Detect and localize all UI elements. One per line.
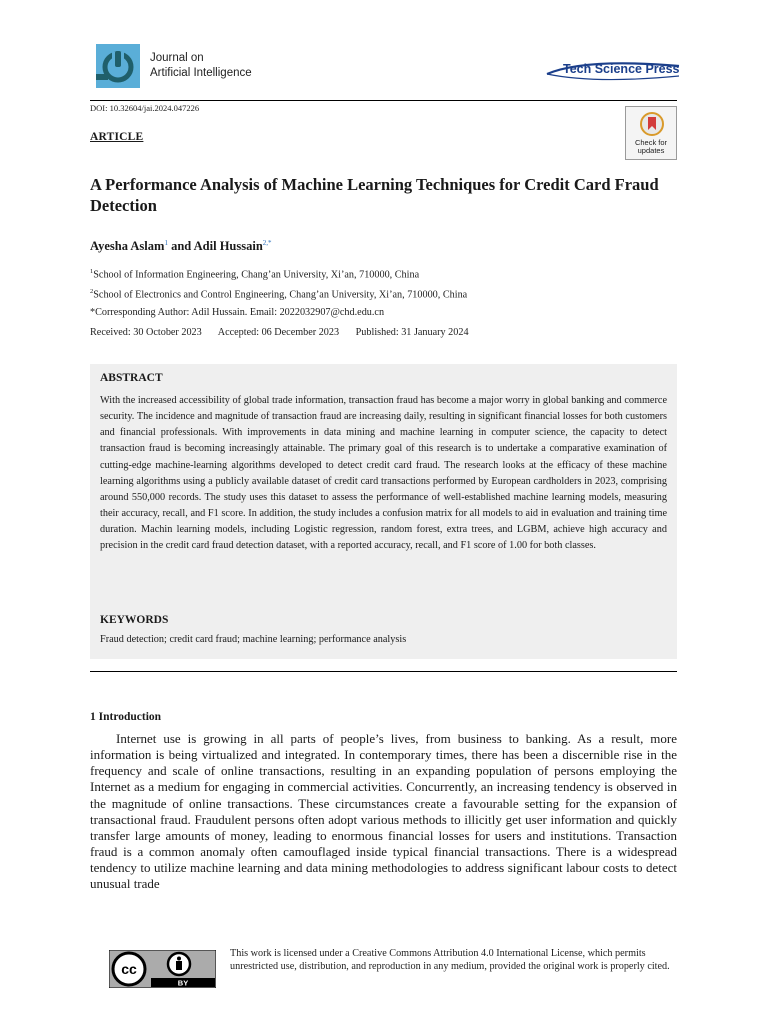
keywords-heading: KEYWORDS [100, 614, 169, 626]
check-for-updates-button[interactable] [625, 106, 677, 160]
journal-name-line2: Artificial Intelligence [150, 67, 252, 79]
cc-by-license-badge[interactable] [109, 950, 216, 988]
affiliation-text: School of Information Engineering, Chang’an University, Xi’an, 710000, China [93, 269, 420, 281]
affiliation-1 [90, 268, 419, 280]
author-name[interactable]: Adil Hussain [193, 239, 263, 254]
published-date: Published: 31 January 2024 [355, 327, 469, 338]
author-separator: and [167, 239, 194, 254]
check-updates-line2: updates [637, 146, 665, 155]
license-text: This work is licensed under a Creative Commons Attribution 4.0 International License, which permits unrestricted use, distribution, and reproduction in any medium, provided the original work is properly cited. [230, 948, 670, 972]
publisher-name: Tech Science Press [563, 62, 680, 76]
author-name[interactable]: Ayesha Aslam [90, 239, 165, 254]
abstract-heading: ABSTRACT [100, 372, 163, 384]
journal-name [150, 51, 252, 81]
publication-dates [90, 327, 483, 338]
abstract-text: With the increased accessibility of global trade information, transaction fraud has become a major worry in global banking and commerce security. The incidence and magnitude of transaction fraud are increasing daily, resulting in significant financial losses for both customers and financial professionals. With improvements in data mining and machine learning in computer science, the capacity to detect transaction fraud is becoming increasingly attainable. The primary goal of this research is to undertake a comparative examination of cutting-edge machine-learning algorithms developed to detect credit card fraud. The research looks at the efficacy of these machine learning algorithms using a publicly available dataset of credit card transactions performed by European cardholders in 2023, comprising around 550,000 records. The study uses this dataset to assess the performance of well-established machine learning models, measuring their accuracy, recall, and F1 score. In addition, the study includes a confusion matrix for all models to aid in evaluation and training time duration. Machin learning models, including Logistic regression, random forest, extra trees, and LGBM, achieve high accuracy and precision in the credit card fraud detection dataset, with a reported accuracy, recall, and F1 score of 1.00 for both classes. [100, 395, 667, 552]
accepted-date: Accepted: 06 December 2023 [217, 327, 340, 338]
paper-title: A Performance Analysis of Machine Learning Techniques for Credit Card Fraud Detection [90, 175, 659, 215]
affiliation-mark: 2 [90, 288, 94, 295]
article-type: ARTICLE [90, 131, 144, 143]
author-affil-mark: 1 [164, 239, 168, 247]
journal-name-line1: Journal on [150, 52, 204, 64]
by-label: BY [177, 978, 189, 988]
section-heading: 1 Introduction [90, 711, 162, 723]
section-divider [90, 671, 677, 672]
header-rule [90, 100, 677, 101]
corresponding-author: *Corresponding Author: Adil Hussain. Email: 2022032907@chd.edu.cn [90, 307, 385, 318]
bookmark-icon [640, 111, 664, 137]
keywords-text: Fraud detection; credit card fraud; machine learning; performance analysis [100, 634, 407, 645]
cc-label: cc [121, 961, 137, 977]
journal-logo [96, 44, 140, 88]
received-date: Received: 30 October 2023 [90, 327, 202, 338]
affiliation-mark: 1 [90, 268, 94, 275]
affiliation-2 [90, 288, 467, 300]
publisher-logo [545, 60, 683, 82]
abstract-box [90, 364, 677, 659]
doi[interactable]: DOI: 10.32604/jai.2024.047226 [90, 103, 200, 113]
authors [90, 239, 272, 254]
affiliation-text: School of Electronics and Control Engineering, Chang’an University, Xi’an, 710000, China [93, 289, 468, 301]
check-updates-line1: Check for [634, 138, 668, 147]
author-affil-mark: 2,* [262, 239, 272, 247]
introduction-text: Internet use is growing in all parts of people’s lives, from business to banking. As a result, more information is being virtualized and integrated. In contemporary times, there has been a discernible rise in the frequency and scale of online transactions, resulting in an expanding population of persons employing the Internet as a medium for engaging in commercial activities. Concurrently, an increasing tendency is observed in the magnitude of online transactions. These circumstances create a favourable setting for the expansion of transactional fraud. Fraudulent persons often adopt various methods to illicitly get user information and quickly transfer large amounts of money, leading to enormous financial losses for users and institutions. Transaction fraud is a common anomaly often camouflaged inside typical financial transactions. There is a widespread tendency to utilize machine learning and data mining methodologies to address significant labour costs to detect unusual trade [90, 731, 677, 892]
